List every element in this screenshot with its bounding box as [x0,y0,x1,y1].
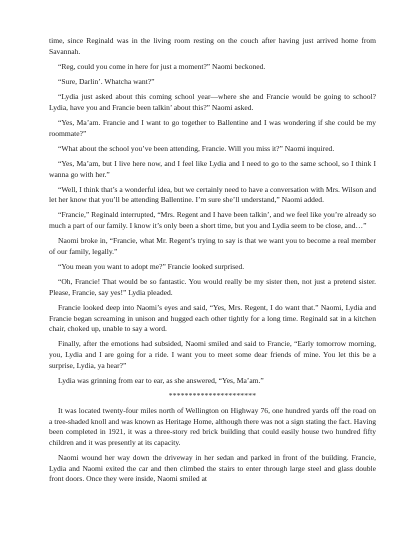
paragraph: Lydia was grinning from ear to ear, as she answered, “Yes, Ma’am.” [58,375,264,385]
section-separator: ********************** [168,390,257,400]
paragraph: “Francie,” Reginald interrupted, “Mrs. Regent and I have been talkin’, and we feel like you’re already so much a part of our family. I know it’s only been a short time, but you and Lydia seem to be close, and…” [49,210,376,231]
paragraph: “Reg, could you come in here for just a moment?” Naomi beckoned. [58,61,266,71]
paragraph: “Lydia just asked about this coming school year—where she and Francie would be going to school? Lydia, have you and Francie been talkin’ about this?” Naomi asked. [49,92,376,112]
paragraph: It was located twenty-four miles north of Wellington on Highway 76, one hundred yards off the road on a tree-shaded knoll and was known as Heritage Home, although there was not a sign stating the fact. Having been completed in 1921, it was a three-story red brick building that could easily house two hundred fifty children and it was presently at its capacity. [49,406,376,447]
paragraph: Naomi broke in, “Francie, what Mr. Regent’s trying to say is that we want you to become a real member of our family, legally.” [49,236,376,256]
paragraph: “Sure, Darlin’. Whatcha want?” [58,76,155,86]
paragraph: “Well, I think that’s a wonderful idea, but we certainly need to have a conversation with Mrs. Wilson and let her know that you’ll be attending Ballentine. I’m sure she’ll understand,” Naomi added. [49,184,376,205]
paragraph: “Oh, Francie! That would be so fantastic. You would really be my sister then, not just a pretend sister. Please, Francie, say yes!” Lydia pleaded. [49,277,376,297]
paragraph: Francie looked deep into Naomi’s eyes and said, “Yes, Mrs. Regent, I do want that.” Naomi, Lydia and Francie began screaming in unison and hugged each other tightly for a long time. Reginald sat in a kitchen chair, choked up, unable to say a word. [49,303,376,334]
paragraph: “You mean you want to adopt me?” Francie looked surprised. [58,262,245,272]
paragraph: Finally, after the emotions had subsided, Naomi smiled and said to Francie, “Early tomorrow morning, you, Lydia and I are going for a ride. I want you to meet some dear friends of mine. You let this be a surprise, Lydia, ya hear?” [49,339,376,370]
paragraph: Naomi wound her way down the driveway in her sedan and parked in front of the building. Francie, Lydia and Naomi exited the car and then climbed the stairs to enter through large steel and glass double front doors. Once they were inside, Naomi smiled at [49,453,376,484]
paragraph: “Yes, Ma’am. Francie and I want to go together to Ballentine and I was wondering if she could be my roommate?” [49,117,376,138]
paragraph: “What about the school you’ve been attending, Francie. Will you miss it?” Naomi inquired. [58,143,335,153]
paragraph-continued: time, since Reginald was in the living room resting on the couch after having just arrived home from Savannah. [49,36,376,56]
paragraph: “Yes, Ma’am, but I live here now, and I feel like Lydia and I need to go to the same school, so I think I wanna go with her.” [49,158,376,179]
